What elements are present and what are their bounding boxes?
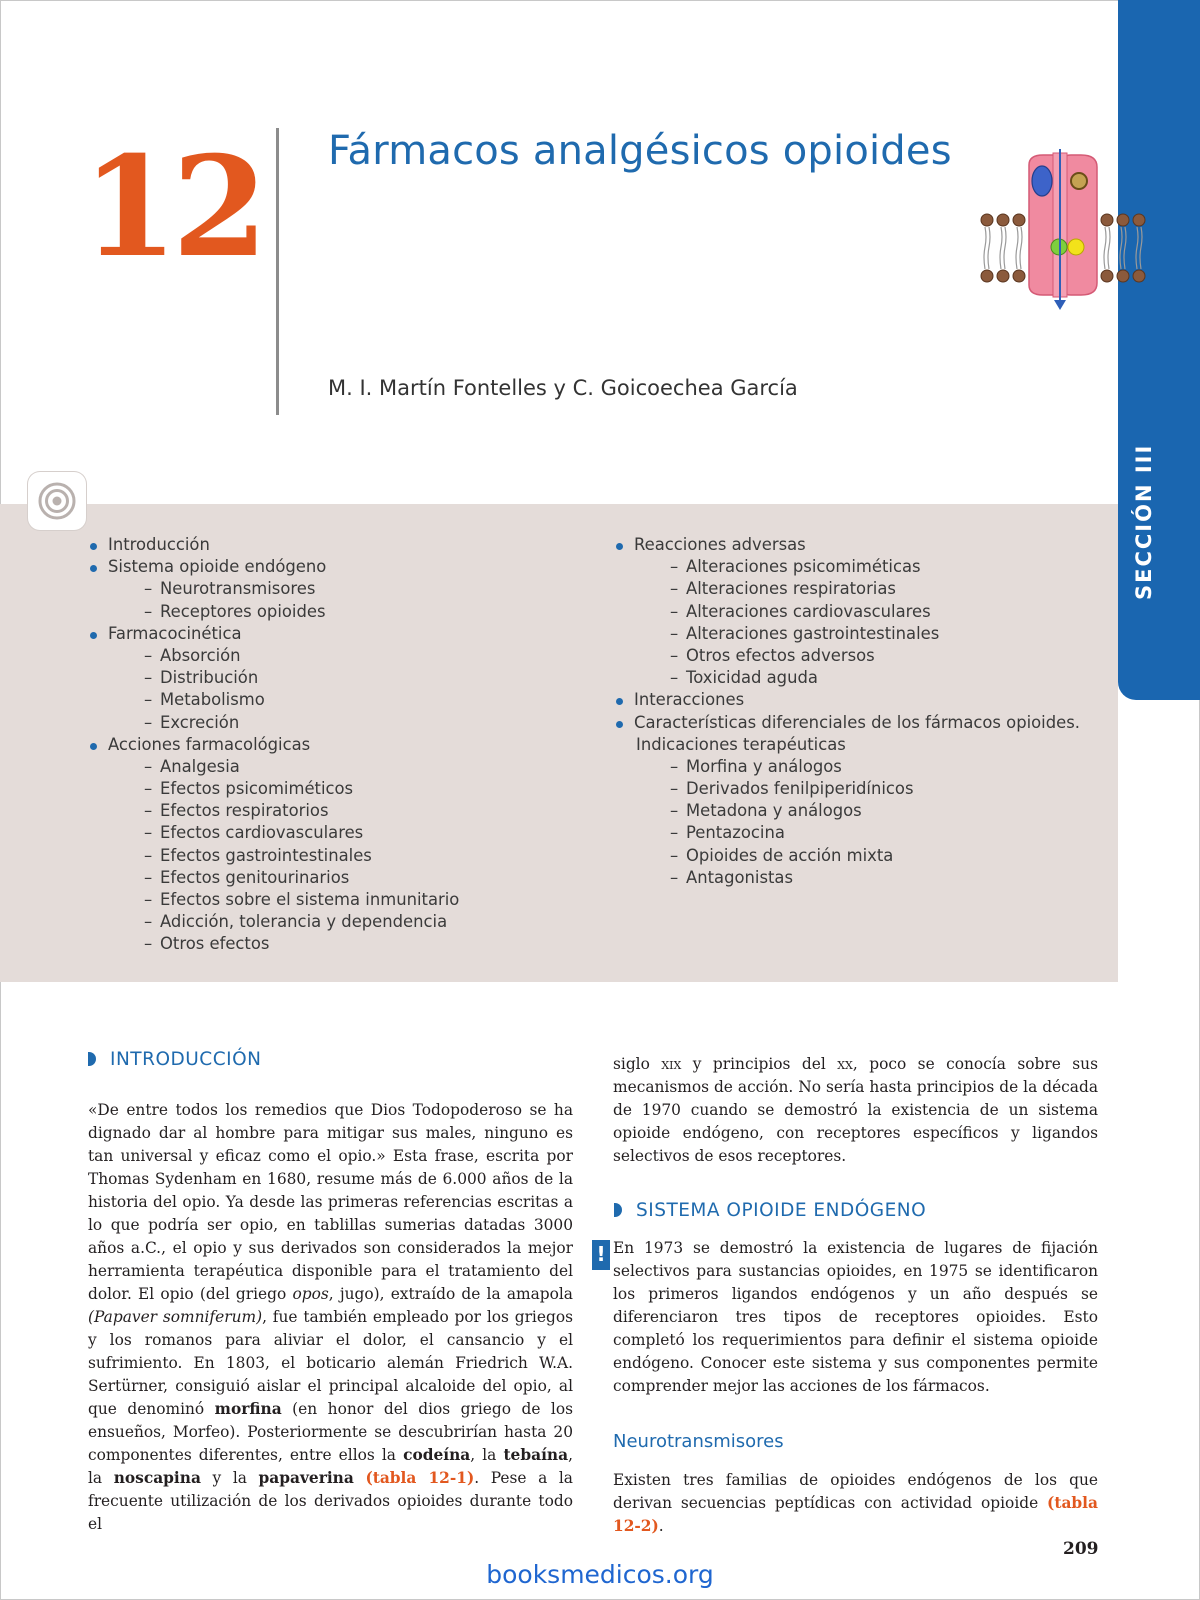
toc-subitem-label: Efectos sobre el sistema inmunitario	[160, 890, 460, 909]
toc-item[interactable]: Farmacocinética	[88, 623, 568, 645]
toc-subitem-label: Neurotransmisores	[160, 579, 316, 599]
toc-subitem-label: Opioides de acción mixta	[686, 845, 894, 865]
lipid-bilayer-right	[1101, 214, 1145, 282]
toc-subitem-label: Derivados fenilpiperidínicos	[686, 779, 914, 799]
toc-item[interactable]	[614, 845, 1114, 867]
toc-subitem-label: Adicción, tolerancia y dependencia	[160, 912, 448, 932]
toc-subitem-label: Alteraciones cardiovasculares	[686, 601, 931, 621]
section-side-tab	[1118, 0, 1200, 700]
toc-right-column	[614, 534, 1114, 889]
toc-subitem-label: Alteraciones psicomiméticas	[686, 557, 921, 577]
toc-item[interactable]	[88, 822, 568, 844]
toc-subitem-label: Alteraciones gastrointestinales	[686, 623, 940, 643]
toc-item[interactable]	[88, 845, 568, 867]
table-12-2-link[interactable]: (tabla 12-2)	[613, 1494, 1098, 1535]
toc-subitem-label: Efectos respiratorios	[160, 801, 329, 821]
toc-item[interactable]	[614, 756, 1114, 778]
toc-item[interactable]	[614, 645, 1114, 667]
toc-item[interactable]	[88, 601, 568, 623]
toc-item[interactable]: Reacciones adversas	[614, 534, 1114, 556]
heading-marker	[88, 1052, 96, 1066]
target-icon	[28, 472, 86, 530]
toc-subitem-label: Morfina y análogos	[686, 756, 842, 776]
toc-item[interactable]	[88, 689, 568, 711]
toc-item[interactable]	[88, 756, 568, 778]
toc-subitem-label: Excreción	[160, 712, 240, 732]
toc-item[interactable]: Indicaciones terapéuticas	[636, 734, 846, 754]
toc-subitem-label: Metadona y análogos	[686, 801, 862, 821]
toc-subitem-label: Analgesia	[160, 756, 240, 776]
toc-item[interactable]	[614, 867, 1114, 889]
alert-icon: !	[592, 1240, 610, 1270]
toc-subitem-label: Efectos gastrointestinales	[160, 845, 372, 865]
toc-item[interactable]	[88, 712, 568, 734]
toc-item[interactable]	[88, 933, 568, 955]
toc-item[interactable]	[88, 778, 568, 800]
toc-item[interactable]	[88, 867, 568, 889]
toc-subitem-label: Pentazocina	[686, 823, 785, 843]
toc-item[interactable]	[614, 556, 1114, 578]
toc-item[interactable]	[614, 800, 1114, 822]
toc-subitem-label: Otros efectos	[160, 934, 270, 954]
toc-item[interactable]	[88, 911, 568, 933]
toc-item[interactable]	[88, 645, 568, 667]
intro-paragraph-continued: siglo xix y principios del xx, poco se conocía sobre sus mecanismos de acción. No sería hasta principios de la década de 1970 cuando se demostró la existencia de un sistema opioide endógeno, con receptores específicos y ligandos selectivos de esos receptores.	[613, 1055, 1098, 1165]
header-divider	[276, 128, 279, 415]
toc-item[interactable]	[88, 667, 568, 689]
toc-subitem-label: Efectos genitourinarios	[160, 867, 350, 887]
toc-item[interactable]	[614, 623, 1114, 645]
toc-subitem-label: Efectos psicomiméticos	[160, 779, 354, 799]
toc-subitem-label: Toxicidad aguda	[686, 668, 818, 688]
toc-item[interactable]: Introducción	[88, 534, 568, 556]
sistema-paragraph: En 1973 se demostró la existencia de lugares de fijación selectivos para sustancias opioides, en 1975 se identificaron los primeros ligandos endógenos y un año después se diferenciaron tres tipos de receptores opioides. Esto completó los requerimientos para definir el sistema opioide endógeno. Conocer este sistema y sus componentes permite comprender mejor las acciones de los fármacos.	[613, 1239, 1098, 1395]
subheading-neurotransmisores: Neurotransmisores	[613, 1431, 784, 1452]
toc-item[interactable]	[614, 601, 1114, 623]
neuro-paragraph: Existen tres familias de opioides endógenos de los que derivan secuencias peptídicas con actividad opioide (tabla 12-2).	[613, 1471, 1098, 1535]
authors: M. I. Martín Fontelles y C. Goicoechea García	[328, 376, 798, 400]
toc-subitem-label: Metabolismo	[160, 690, 265, 710]
toc-subitem-label: Distribución	[160, 668, 259, 688]
toc-item[interactable]	[88, 578, 568, 600]
toc-left-column	[88, 534, 568, 956]
page-number: 209	[1063, 1539, 1099, 1559]
toc-subitem-label: Otros efectos adversos	[686, 645, 875, 665]
chapter-title: Fármacos analgésicos opioides	[328, 128, 952, 174]
receptor-protein	[1029, 149, 1097, 310]
section-label: SECCIÓN III	[1132, 443, 1156, 600]
toc-item[interactable]: Características diferenciales de los fármacos opioides.	[614, 712, 1114, 734]
toc-subitem-label: Alteraciones respiratorias	[686, 579, 896, 599]
toc-item[interactable]: Acciones farmacológicas	[88, 734, 568, 756]
toc-subitem-label: Receptores opioides	[160, 601, 326, 621]
lipid-bilayer-left	[981, 214, 1025, 282]
toc-item[interactable]	[88, 889, 568, 911]
toc-subitem-label: Efectos cardiovasculares	[160, 823, 364, 843]
toc-subitem-label: Absorción	[160, 645, 241, 665]
intro-paragraph: «De entre todos los remedios que Dios Todopoderoso se ha dignado dar al hombre para mitigar sus males, ninguno es tan universal y eficaz como el opio.» Esta frase, escrita por Thomas Sydenham en 1680, resume más de 6.000 años de la historia del opio. Ya desde las primeras referencias escritas a lo que podría ser opio, en tablillas sumerias datadas 3000 años a.C., el opio y sus derivados son considerados la mejor herramienta terapéutica disponible para el tratamiento del dolor. El opio (del griego opos, jugo), extraído de la amapola (Papaver somniferum), fue también empleado por los griegos y los romanos para aliviar el dolor, el cansancio y el sufrimiento. En 1803, el boticario alemán Friedrich W.A. Sertürner, consiguió aislar el principal alcaloide del opio, al que denominó morfina (en honor del dios griego de los ensueños, Morfeo). Posteriormente se descubrirían hasta 20 componentes diferentes, entre ellos la codeína, la tebaína, la noscapina y la papaverina (tabla 12-1). Pese a la frecuente utilización de los derivados opioides durante todo el	[88, 1101, 574, 1533]
toc-subitem-label: Antagonistas	[686, 867, 793, 887]
section-heading-sistema-opioide: SISTEMA OPIOIDE ENDÓGENO	[614, 1200, 926, 1221]
membrane-receptor-illustration	[975, 145, 1155, 325]
toc-item[interactable]: Sistema opioide endógeno	[88, 556, 568, 578]
chapter-number: 12	[82, 125, 263, 288]
heading-marker	[614, 1203, 622, 1217]
toc-item[interactable]	[614, 778, 1114, 800]
table-12-1-link[interactable]: (tabla 12-1)	[365, 1469, 475, 1487]
toc-item[interactable]	[614, 667, 1114, 689]
toc-item[interactable]	[614, 578, 1114, 600]
toc-item[interactable]	[88, 800, 568, 822]
section-heading-introduccion: INTRODUCCIÓN	[88, 1049, 262, 1070]
toc-item[interactable]: Interacciones	[614, 689, 1114, 711]
toc-item[interactable]	[614, 822, 1114, 844]
watermark-link[interactable]: booksmedicos.org	[486, 1560, 714, 1589]
